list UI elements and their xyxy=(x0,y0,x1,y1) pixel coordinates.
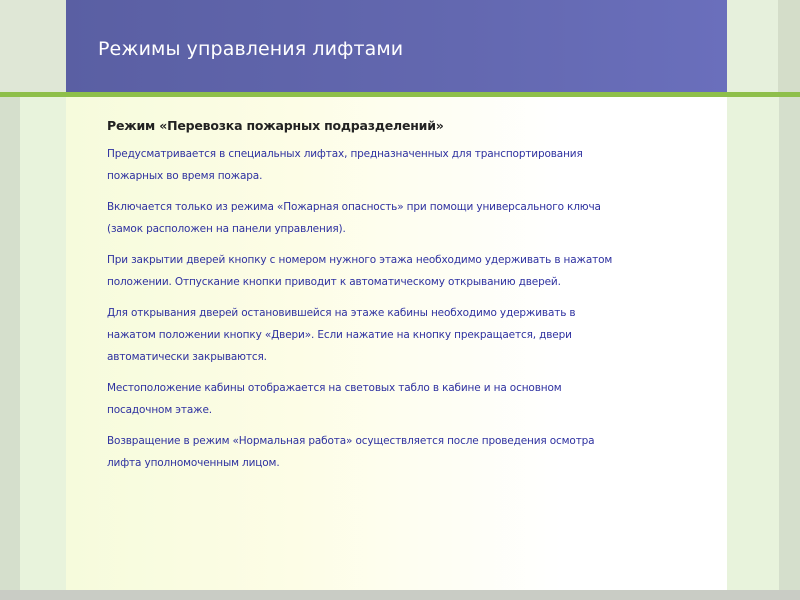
header-right-block xyxy=(727,0,800,92)
paragraph: Возвращение в режим «Нормальная работа» осуществляется после проведения осмотра лифта уполномоченным лицом. xyxy=(107,435,595,469)
slide-title: Режимы управления лифтами xyxy=(98,38,404,60)
paragraph: При закрытии дверей кнопку с номером нужного этажа необходимо удерживать в нажатом положении. Отпускание кнопки приводит к автоматическому открыванию дверей. xyxy=(107,254,613,288)
content-body xyxy=(107,118,617,483)
paragraph: Включается только из режима «Пожарная опасность» при помощи универсального ключа (замок расположен на панели управления). xyxy=(107,201,601,235)
section-title: Режим «Перевозка пожарных подразделений» xyxy=(107,118,444,133)
header-left-block xyxy=(0,0,66,92)
bottom-bar xyxy=(0,590,800,600)
paragraph: Предусматривается в специальных лифтах, предназначенных для транспортирования пожарных во время пожара. xyxy=(107,148,583,182)
paragraph: Местоположение кабины отображается на световых табло в кабине и на основном посадочном этаже. xyxy=(107,382,562,416)
paragraph: Для открывания дверей остановившейся на этаже кабины необходимо удерживать в нажатом положении кнопку «Двери». Если нажатие на кнопку прекращается, двери автоматически закрываются. xyxy=(107,307,576,363)
